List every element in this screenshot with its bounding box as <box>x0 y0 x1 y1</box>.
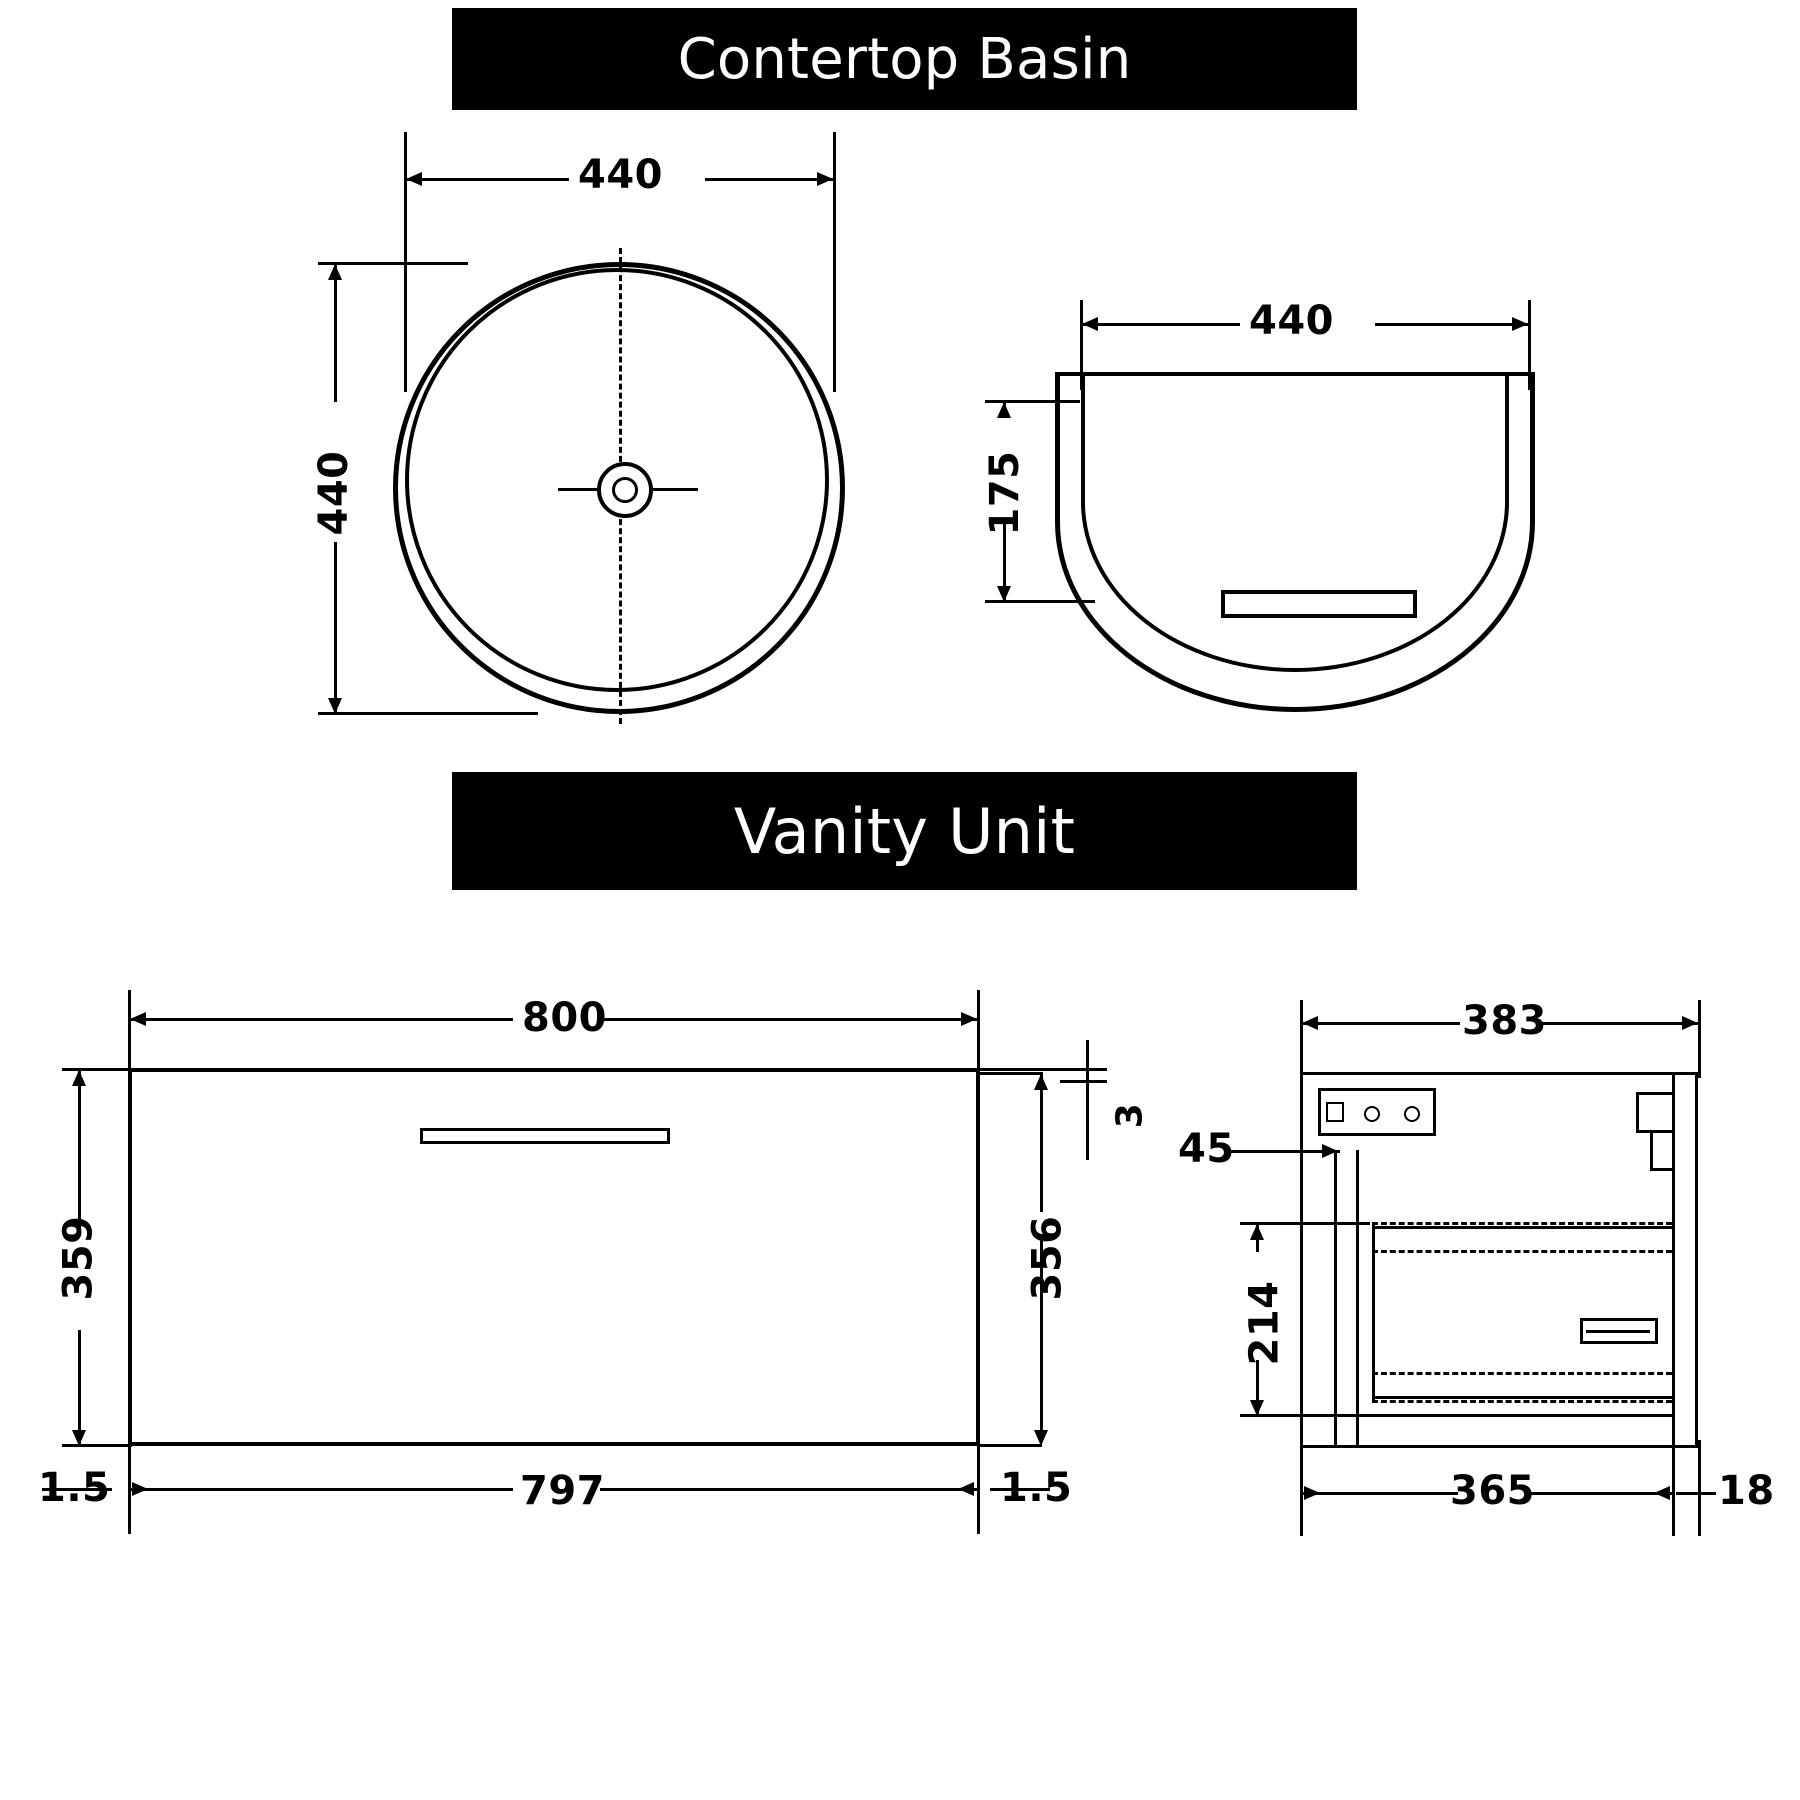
basin-height-ext-bottom <box>318 712 538 715</box>
basin-width-dim-line-right <box>705 178 835 181</box>
vanity-inner-height-ext-b <box>980 1444 1042 1447</box>
vanity-drawer-runner-line <box>1586 1330 1650 1333</box>
vanity-side-notch-bottom <box>1636 1130 1674 1133</box>
vanity-base-depth-dim-right <box>1530 1492 1672 1495</box>
vanity-drawer-height-label: 214 <box>1241 1280 1288 1366</box>
vanity-top-offset-arrow <box>1322 1144 1338 1158</box>
basin-bowl-foot <box>1221 590 1417 618</box>
vanity-side-notch-foot <box>1650 1168 1674 1171</box>
vanity-drawer-handle <box>420 1128 670 1144</box>
section-title-vanity: Vanity Unit <box>452 772 1357 890</box>
basin-width-arrow-left <box>406 172 422 186</box>
vanity-depth-label: 383 <box>1462 998 1547 1044</box>
vanity-width-arrow-right <box>961 1012 977 1026</box>
vanity-top-offset-ext <box>1300 1150 1303 1192</box>
vanity-drawer-bottom-solid <box>1372 1396 1672 1399</box>
vanity-drawer-top-hidden <box>1372 1222 1672 1225</box>
vanity-top-thickness-dim <box>1086 1040 1089 1160</box>
vanity-inner-width-dim-right <box>600 1488 977 1491</box>
vanity-right-panel-label: 1.5 <box>1000 1465 1073 1511</box>
vanity-width-ext-right <box>977 990 980 1080</box>
vanity-back-panel-dim <box>1676 1492 1716 1495</box>
basin-side-height-arrow-top <box>997 402 1011 418</box>
vanity-inner-width-arrow-left <box>132 1482 148 1496</box>
vanity-base-depth-ext-right <box>1672 1440 1675 1536</box>
basin-width-ext-right <box>833 132 836 392</box>
vanity-side-notch-drop <box>1650 1130 1653 1170</box>
basin-side-height-label: 175 <box>982 450 1028 536</box>
basin-side-width-arrow-right <box>1512 317 1528 331</box>
vanity-side-notch-top <box>1636 1092 1674 1095</box>
vanity-top-thickness-label: 3 <box>1109 1102 1151 1129</box>
vanity-top-offset-label: 45 <box>1178 1126 1235 1172</box>
vanity-inner-width-ext-right <box>977 1444 980 1534</box>
vanity-depth-ext-right <box>1698 1000 1701 1078</box>
vanity-side-front-panel-line-2 <box>1356 1150 1359 1448</box>
basin-height-arrow-top <box>328 264 342 280</box>
basin-height-arrow-bottom <box>328 698 342 714</box>
vanity-inner-height-arrow-top <box>1034 1074 1048 1090</box>
vanity-base-depth-arrow-left <box>1304 1486 1320 1500</box>
basin-side-width-ext-left <box>1080 300 1083 390</box>
vanity-inner-width-arrow-right <box>958 1482 974 1496</box>
basin-side-height-arrow-bottom <box>997 586 1011 602</box>
drain-waste-inner-icon <box>612 477 638 503</box>
vanity-side-notch-left <box>1636 1092 1639 1132</box>
basin-side-width-label: 440 <box>1249 298 1334 344</box>
basin-bowl-rim <box>1055 372 1535 376</box>
basin-width-dim-line-left <box>404 178 569 181</box>
vanity-depth-dim-left <box>1300 1022 1460 1025</box>
vanity-inner-width-label: 797 <box>520 1468 605 1514</box>
basin-side-width-ext-right <box>1528 300 1531 390</box>
vanity-back-panel-ext-right <box>1698 1440 1701 1536</box>
vanity-inner-height-label: 356 <box>1024 1215 1071 1301</box>
vanity-inner-height-arrow-bottom <box>1034 1430 1048 1446</box>
vanity-side-back-panel-line <box>1672 1072 1675 1448</box>
vanity-back-panel-label: 18 <box>1718 1468 1775 1514</box>
basin-plan-height-label: 440 <box>311 450 357 536</box>
vanity-front-outline <box>128 1068 980 1446</box>
vanity-inner-width-dim-left <box>128 1488 513 1491</box>
vanity-width-arrow-left <box>130 1012 146 1026</box>
vanity-width-dim-left <box>128 1018 513 1021</box>
vanity-drawer-bottom-hidden <box>1372 1372 1672 1375</box>
vanity-height-arrow-top <box>72 1070 86 1086</box>
basin-height-dim-line-top <box>334 262 337 402</box>
basin-plan-width-label: 440 <box>578 152 663 198</box>
vanity-left-panel-label: 1.5 <box>38 1465 111 1511</box>
vanity-base-depth-arrow-right <box>1654 1486 1670 1500</box>
vanity-depth-dim-right <box>1540 1022 1698 1025</box>
vanity-drawer-top2-hidden <box>1372 1250 1672 1253</box>
vanity-overall-height-label: 359 <box>55 1215 102 1301</box>
vanity-bracket-hole-left <box>1364 1106 1380 1122</box>
vanity-depth-ext-left <box>1300 1000 1303 1078</box>
vanity-bracket-hole-right <box>1404 1106 1420 1122</box>
vanity-top-thickness-ext-2 <box>1060 1080 1107 1083</box>
vanity-drawer-bottom2-hidden <box>1372 1400 1672 1403</box>
vanity-drawer-front-edge <box>1372 1222 1375 1400</box>
vanity-width-dim-right <box>600 1018 977 1021</box>
vanity-width-ext-left <box>128 990 131 1080</box>
vanity-base-depth-ext-left <box>1300 1440 1303 1536</box>
vanity-base-depth-label: 365 <box>1450 1468 1535 1514</box>
basin-side-width-arrow-left <box>1082 317 1098 331</box>
basin-width-arrow-right <box>817 172 833 186</box>
basin-side-width-dim-left <box>1080 323 1240 326</box>
vanity-depth-arrow-left <box>1302 1016 1318 1030</box>
vanity-bracket-hook <box>1326 1102 1344 1122</box>
vanity-drawer-top-solid <box>1372 1226 1672 1229</box>
vanity-inner-height-ext-a <box>980 1072 1042 1075</box>
vanity-depth-arrow-right <box>1682 1016 1698 1030</box>
section-title-basin: Contertop Basin <box>452 8 1357 110</box>
basin-side-width-dim-right <box>1375 323 1528 326</box>
vanity-base-depth-dim-left <box>1300 1492 1458 1495</box>
vanity-overall-width-label: 800 <box>522 995 607 1041</box>
vanity-side-front-panel-line <box>1334 1150 1337 1448</box>
vanity-height-arrow-bottom <box>72 1430 86 1446</box>
